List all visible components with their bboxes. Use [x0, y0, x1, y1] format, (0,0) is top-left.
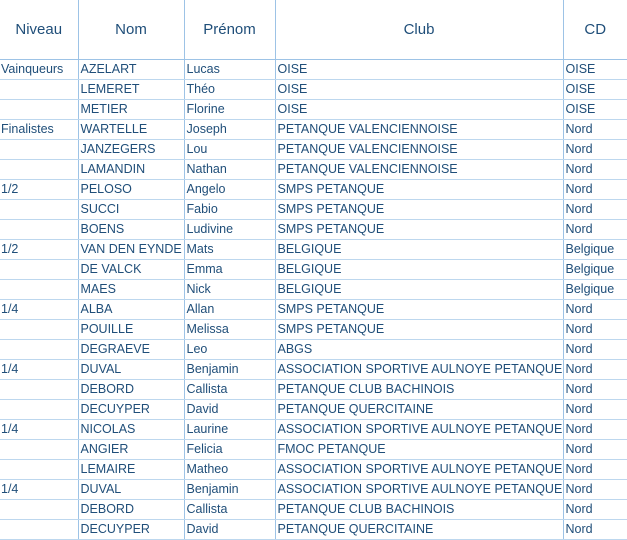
cell-niveau [0, 380, 78, 400]
cell-cd: Nord [563, 420, 627, 440]
cell-nom: AZELART [78, 60, 184, 80]
cell-niveau [0, 220, 78, 240]
header-nom: Nom [78, 0, 184, 60]
cell-cd: Nord [563, 140, 627, 160]
cell-club: PETANQUE QUERCITAINE [275, 520, 563, 540]
cell-prenom: David [184, 520, 275, 540]
cell-club: PETANQUE CLUB BACHINOIS [275, 380, 563, 400]
cell-club: ASSOCIATION SPORTIVE AULNOYE PETANQUE [275, 360, 563, 380]
cell-prenom: Benjamin [184, 480, 275, 500]
cell-nom: SUCCI [78, 200, 184, 220]
cell-nom: VAN DEN EYNDE [78, 240, 184, 260]
cell-nom: DEGRAEVE [78, 340, 184, 360]
cell-nom: JANZEGERS [78, 140, 184, 160]
cell-cd: Belgique [563, 260, 627, 280]
cell-club: ABGS [275, 340, 563, 360]
table-row [0, 120, 627, 140]
cell-club: BELGIQUE [275, 260, 563, 280]
header-niveau: Niveau [0, 0, 78, 60]
cell-prenom: Melissa [184, 320, 275, 340]
cell-prenom: David [184, 400, 275, 420]
cell-nom: POUILLE [78, 320, 184, 340]
cell-club: SMPS PETANQUE [275, 200, 563, 220]
cell-cd: Nord [563, 380, 627, 400]
cell-cd: Nord [563, 340, 627, 360]
cell-club: SMPS PETANQUE [275, 320, 563, 340]
header-club: Club [275, 0, 563, 60]
cell-prenom: Fabio [184, 200, 275, 220]
cell-niveau [0, 460, 78, 480]
cell-niveau [0, 100, 78, 120]
cell-nom: DE VALCK [78, 260, 184, 280]
cell-club: BELGIQUE [275, 240, 563, 260]
cell-niveau: 1/4 [0, 360, 78, 380]
cell-nom: WARTELLE [78, 120, 184, 140]
cell-niveau [0, 200, 78, 220]
cell-cd: Nord [563, 500, 627, 520]
cell-niveau [0, 280, 78, 300]
cell-prenom: Callista [184, 500, 275, 520]
table-row [0, 60, 627, 80]
cell-niveau [0, 260, 78, 280]
cell-nom: DEBORD [78, 380, 184, 400]
table-row [0, 360, 627, 380]
table-row [0, 140, 627, 160]
cell-cd: Nord [563, 400, 627, 420]
cell-prenom: Nathan [184, 160, 275, 180]
cell-club: ASSOCIATION SPORTIVE AULNOYE PETANQUE [275, 480, 563, 500]
cell-club: PETANQUE CLUB BACHINOIS [275, 500, 563, 520]
table-body [0, 60, 627, 540]
cell-prenom: Matheo [184, 460, 275, 480]
cell-nom: NICOLAS [78, 420, 184, 440]
cell-cd: Nord [563, 200, 627, 220]
table-row [0, 400, 627, 420]
cell-prenom: Emma [184, 260, 275, 280]
cell-niveau [0, 80, 78, 100]
cell-niveau [0, 320, 78, 340]
cell-club: SMPS PETANQUE [275, 180, 563, 200]
cell-club: SMPS PETANQUE [275, 300, 563, 320]
cell-cd: Nord [563, 440, 627, 460]
cell-prenom: Laurine [184, 420, 275, 440]
cell-nom: LEMAIRE [78, 460, 184, 480]
cell-niveau [0, 340, 78, 360]
cell-niveau [0, 160, 78, 180]
cell-nom: METIER [78, 100, 184, 120]
cell-club: PETANQUE VALENCIENNOISE [275, 120, 563, 140]
cell-nom: LEMERET [78, 80, 184, 100]
cell-cd: Nord [563, 180, 627, 200]
cell-nom: MAES [78, 280, 184, 300]
cell-prenom: Joseph [184, 120, 275, 140]
table-row [0, 160, 627, 180]
cell-club: PETANQUE VALENCIENNOISE [275, 140, 563, 160]
table-row [0, 180, 627, 200]
cell-niveau [0, 400, 78, 420]
cell-club: OISE [275, 100, 563, 120]
cell-prenom: Angelo [184, 180, 275, 200]
table-row [0, 420, 627, 440]
cell-cd: Nord [563, 120, 627, 140]
cell-cd: Nord [563, 300, 627, 320]
cell-niveau [0, 500, 78, 520]
header-cd: CD [563, 0, 627, 60]
cell-niveau: 1/4 [0, 480, 78, 500]
cell-cd: Nord [563, 220, 627, 240]
cell-niveau: 1/4 [0, 420, 78, 440]
table-row [0, 220, 627, 240]
cell-cd: OISE [563, 100, 627, 120]
table-row [0, 260, 627, 280]
cell-nom: DECUYPER [78, 400, 184, 420]
cell-niveau: 1/4 [0, 300, 78, 320]
cell-prenom: Benjamin [184, 360, 275, 380]
cell-nom: ANGIER [78, 440, 184, 460]
table-row [0, 460, 627, 480]
cell-prenom: Théo [184, 80, 275, 100]
table-row [0, 520, 627, 540]
table-row [0, 300, 627, 320]
table-row [0, 200, 627, 220]
table-row [0, 480, 627, 500]
cell-nom: BOENS [78, 220, 184, 240]
cell-club: ASSOCIATION SPORTIVE AULNOYE PETANQUE [275, 460, 563, 480]
cell-cd: Nord [563, 360, 627, 380]
cell-cd: OISE [563, 80, 627, 100]
table-row [0, 380, 627, 400]
table-row [0, 340, 627, 360]
cell-nom: DUVAL [78, 360, 184, 380]
cell-nom: DEBORD [78, 500, 184, 520]
cell-cd: Nord [563, 520, 627, 540]
cell-cd: Belgique [563, 240, 627, 260]
cell-prenom: Nick [184, 280, 275, 300]
cell-niveau: 1/2 [0, 180, 78, 200]
cell-nom: ALBA [78, 300, 184, 320]
cell-niveau: Finalistes [0, 120, 78, 140]
cell-cd: Nord [563, 480, 627, 500]
cell-cd: Nord [563, 320, 627, 340]
cell-prenom: Lou [184, 140, 275, 160]
cell-prenom: Mats [184, 240, 275, 260]
cell-nom: DUVAL [78, 480, 184, 500]
table-row [0, 280, 627, 300]
cell-niveau [0, 140, 78, 160]
table-row [0, 100, 627, 120]
cell-niveau [0, 520, 78, 540]
cell-club: OISE [275, 60, 563, 80]
cell-cd: Belgique [563, 280, 627, 300]
cell-nom: DECUYPER [78, 520, 184, 540]
header-prenom: Prénom [184, 0, 275, 60]
cell-club: PETANQUE VALENCIENNOISE [275, 160, 563, 180]
cell-prenom: Allan [184, 300, 275, 320]
cell-prenom: Lucas [184, 60, 275, 80]
cell-prenom: Felicia [184, 440, 275, 460]
cell-club: SMPS PETANQUE [275, 220, 563, 240]
cell-prenom: Ludivine [184, 220, 275, 240]
cell-nom: PELOSO [78, 180, 184, 200]
cell-prenom: Callista [184, 380, 275, 400]
cell-cd: Nord [563, 160, 627, 180]
cell-niveau: 1/2 [0, 240, 78, 260]
cell-club: PETANQUE QUERCITAINE [275, 400, 563, 420]
header-row [0, 0, 627, 60]
cell-prenom: Leo [184, 340, 275, 360]
table-header [0, 0, 627, 60]
cell-niveau: Vainqueurs [0, 60, 78, 80]
cell-niveau [0, 440, 78, 460]
table-row [0, 240, 627, 260]
cell-club: BELGIQUE [275, 280, 563, 300]
cell-prenom: Florine [184, 100, 275, 120]
table-row [0, 320, 627, 340]
cell-club: ASSOCIATION SPORTIVE AULNOYE PETANQUE [275, 420, 563, 440]
table-row [0, 500, 627, 520]
table-row [0, 80, 627, 100]
cell-cd: Nord [563, 460, 627, 480]
cell-club: FMOC PETANQUE [275, 440, 563, 460]
cell-nom: LAMANDIN [78, 160, 184, 180]
cell-club: OISE [275, 80, 563, 100]
table-row [0, 440, 627, 460]
cell-cd: OISE [563, 60, 627, 80]
